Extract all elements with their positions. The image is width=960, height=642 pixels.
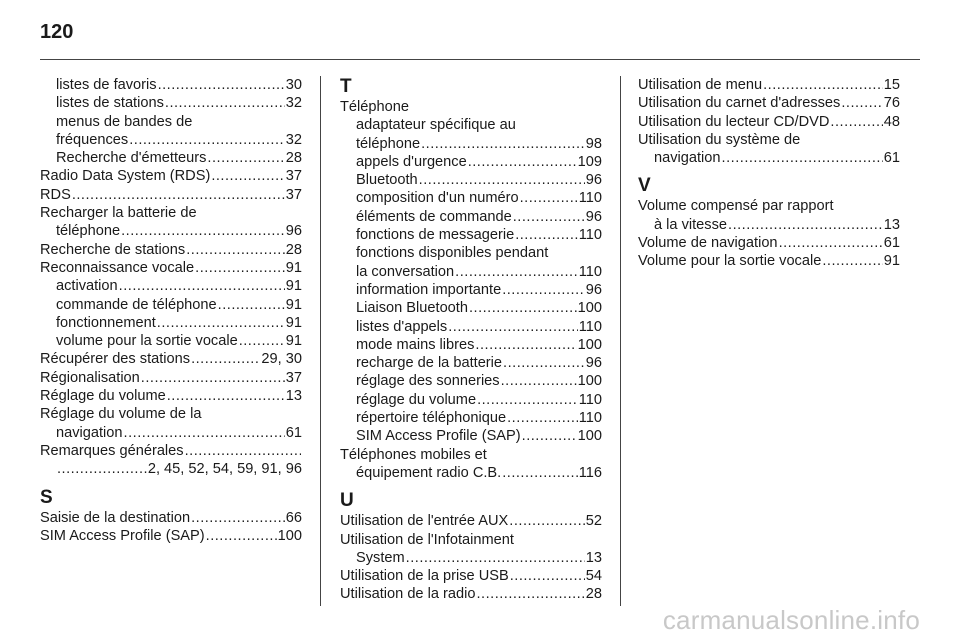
index-entry-label: Recherche de stations (40, 241, 186, 258)
index-entry (40, 314, 302, 332)
index-entry (638, 252, 900, 270)
index-entry-page: 2, 45, 52, 54, 59, 91, 96 (147, 461, 302, 478)
index-entry-page: 61 (883, 235, 900, 252)
index-entry-label: commande de téléphone (56, 296, 217, 313)
index-entry-text: Volume compensé par rapport (638, 198, 834, 215)
dot-leader (421, 135, 585, 153)
index-entry-label: Utilisation de la prise USB (340, 568, 509, 585)
dot-leader (167, 387, 285, 405)
index-entry-label: information importante (356, 281, 502, 298)
index-entry (40, 94, 302, 112)
index-entry-page: 13 (285, 388, 302, 405)
index-entry-label: volume pour la sortie vocale (56, 333, 238, 350)
dot-leader (502, 281, 585, 299)
index-entry-label: System (356, 549, 405, 566)
index-entry-page: 32 (285, 131, 302, 148)
header-rule (40, 59, 920, 60)
index-entry-page: 91 (285, 259, 302, 276)
dot-leader (509, 512, 584, 530)
dot-leader (124, 424, 285, 442)
index-entry (340, 135, 602, 153)
dot-leader (520, 189, 578, 207)
index-entry-label: Utilisation du carnet d'adresses (638, 95, 841, 112)
index-entry (638, 94, 900, 112)
index-entry (40, 509, 302, 527)
index-entry-page: 37 (285, 369, 302, 386)
index-entry (340, 567, 602, 585)
index-entry-page: 96 (585, 208, 602, 225)
index-entry (340, 512, 602, 530)
index-entry-text: Téléphones mobiles et (340, 446, 487, 463)
index-section-letter: U (340, 490, 354, 512)
index-entry-text: menus de bandes de (56, 113, 193, 130)
dot-leader (191, 350, 260, 368)
index-entry-page: 13 (883, 216, 900, 233)
index-entry-label: Radio Data System (RDS) (40, 168, 211, 185)
index-entry (340, 372, 602, 390)
column-divider (320, 76, 321, 606)
index-section-letter: T (340, 76, 352, 97)
index-entry-label: Saisie de la destination (40, 509, 191, 526)
index-entry-label: Remarques générales (40, 442, 184, 459)
index-entry-label: éléments de commande (356, 208, 512, 225)
index-entry-label: la conversation (356, 263, 455, 280)
index-entry-page: 61 (285, 424, 302, 441)
index-entry-label: téléphone (356, 135, 421, 152)
index-entry (340, 171, 602, 189)
index-entry-label: Récupérer des stations (40, 351, 191, 368)
index-entry-page: 66 (285, 509, 302, 526)
index-entry-label: Liaison Bluetooth (356, 300, 468, 317)
index-entry-page: 96 (285, 223, 302, 240)
index-entry (40, 460, 302, 478)
dot-leader (207, 149, 284, 167)
index-entry-page: 110 (578, 410, 602, 427)
index-entry-page: 61 (883, 150, 900, 167)
watermark-text: carmanualsonline.info (662, 605, 920, 635)
dot-leader (186, 241, 285, 259)
index-entry-page: 110 (578, 227, 602, 244)
dot-leader (211, 167, 284, 185)
index-entry (340, 549, 602, 567)
index-entry-label: Volume pour la sortie vocale (638, 253, 822, 270)
index-entry-label: fonctionnement (56, 314, 156, 331)
index-entry-label: réglage du volume (356, 391, 477, 408)
dot-leader (406, 549, 585, 567)
index-entry (638, 234, 900, 252)
index-entry-page: 110 (578, 318, 602, 335)
index-entry-page: 15 (883, 77, 900, 93)
index-entry-label: fonctions de messagerie (356, 227, 515, 244)
dot-leader (822, 252, 882, 270)
dot-leader (57, 460, 147, 478)
index-entry (40, 442, 302, 460)
index-entry-label: répertoire téléphonique (356, 410, 507, 427)
index-entry-text: adaptateur spécifique au (356, 117, 516, 134)
index-entry (40, 369, 302, 387)
index-entry-page: 37 (285, 168, 302, 185)
index-entry (40, 76, 302, 94)
dot-leader (119, 277, 285, 295)
dot-leader (507, 409, 578, 427)
dot-leader (195, 259, 285, 277)
index-column-3 (638, 76, 900, 271)
index-entry-label: fréquences (56, 131, 129, 148)
index-section-letter: V (638, 175, 651, 197)
dot-leader (165, 94, 285, 112)
index-column-1 (40, 76, 302, 545)
index-entry (40, 527, 302, 545)
index-entry (40, 149, 302, 167)
index-entry-label: Utilisation de l'entrée AUX (340, 513, 509, 530)
index-entry (340, 153, 602, 171)
dot-leader (522, 427, 577, 445)
index-entry-label: RDS (40, 186, 71, 203)
index-entry-page: 91 (285, 296, 302, 313)
dot-leader (763, 76, 883, 94)
index-entry-label: équipement radio C.B. (356, 464, 502, 481)
index-entry-label: téléphone (56, 223, 121, 240)
index-entry (340, 391, 602, 409)
index-entry (340, 208, 602, 226)
index-entry (340, 189, 602, 207)
index-entry-page: 96 (585, 355, 602, 372)
index-entry (638, 113, 900, 131)
dot-leader (121, 222, 285, 240)
index-entry (340, 281, 602, 299)
index-entry-page: 91 (285, 278, 302, 295)
index-entry-page: 37 (285, 186, 302, 203)
index-entry-page: 96 (585, 281, 602, 298)
index-entry-page: 29, 30 (261, 351, 302, 368)
index-entry-page: 91 (285, 314, 302, 331)
index-entry-label: Réglage du volume (40, 388, 166, 405)
index-entry-label: Utilisation de la radio (340, 586, 476, 603)
index-entry-label: appels d'urgence (356, 153, 467, 170)
index-entry (340, 427, 602, 445)
index-entry-page: 52 (585, 513, 602, 530)
index-entry (40, 424, 302, 442)
dot-leader (448, 318, 578, 336)
dot-leader (419, 171, 585, 189)
index-entry-page: 76 (883, 95, 900, 112)
dot-leader (513, 208, 585, 226)
dot-leader (129, 131, 285, 149)
index-entry-page: 48 (883, 113, 900, 130)
index-entry-page: 98 (585, 135, 602, 152)
dot-leader (515, 226, 578, 244)
index-entry-label: activation (56, 278, 118, 295)
index-entry (340, 354, 602, 372)
index-entry-page: 91 (883, 253, 900, 270)
index-entry-label: mode mains libres (356, 336, 475, 353)
index-entry (40, 332, 302, 350)
index-entry (40, 296, 302, 314)
index-entry-label: Volume de navigation (638, 235, 778, 252)
index-entry-label: listes de favoris (56, 77, 157, 93)
dot-leader (158, 76, 285, 94)
index-entry-page: 110 (578, 190, 602, 207)
dot-leader (510, 567, 585, 585)
index-entry (638, 76, 900, 94)
index-entry-label: Utilisation de menu (638, 77, 763, 93)
index-entry-label: à la vitesse (654, 216, 728, 233)
index-entry (40, 241, 302, 259)
index-entry-label: Régionalisation (40, 369, 140, 386)
index-entry-label: listes de stations (56, 95, 164, 112)
dot-leader (475, 336, 576, 354)
index-entry-label: recharge de la batterie (356, 355, 503, 372)
column-divider (620, 76, 621, 606)
index-entry (340, 585, 602, 603)
index-entry-page: 30 (285, 77, 302, 93)
index-entry-page: 100 (577, 336, 602, 353)
index-entry-label: navigation (56, 424, 123, 441)
index-entry-label: Bluetooth (356, 172, 418, 189)
index-entry-page: 100 (277, 527, 302, 544)
index-entry-label: SIM Access Profile (SAP) (40, 527, 205, 544)
index-entry-text: Utilisation du système de (638, 131, 801, 148)
index-entry (340, 336, 602, 354)
index-entry-page: 28 (285, 150, 302, 167)
index-entry-label: Utilisation du lecteur CD/DVD (638, 113, 830, 130)
dot-leader (455, 263, 578, 281)
index-entry-label: navigation (654, 150, 721, 167)
index-entry-page: 109 (577, 153, 602, 170)
dot-leader (185, 442, 301, 460)
index-entry-page: 28 (585, 586, 602, 603)
index-entry-page: 54 (585, 568, 602, 585)
index-entry-page: 96 (585, 172, 602, 189)
index-entry-label: Reconnaissance vocale (40, 259, 195, 276)
index-entry-page: 100 (577, 428, 602, 445)
index-entry-page: 32 (285, 95, 302, 112)
index-entry (40, 222, 302, 240)
dot-leader (728, 216, 883, 234)
index-entry (40, 131, 302, 149)
index-entry (40, 277, 302, 295)
index-entry (340, 409, 602, 427)
index-entry (40, 387, 302, 405)
index-entry-text: fonctions disponibles pendant (356, 245, 549, 262)
index-entry-label: listes d'appels (356, 318, 448, 335)
dot-leader (239, 332, 285, 350)
index-entry-page: 110 (578, 263, 602, 280)
index-entry-label: Recherche d'émetteurs (56, 150, 207, 167)
dot-leader (191, 509, 285, 527)
index-column-2 (340, 76, 602, 604)
index-entry (340, 299, 602, 317)
index-entry (40, 186, 302, 204)
dot-leader (468, 153, 577, 171)
dot-leader (477, 391, 578, 409)
page-number: 120 (40, 21, 74, 43)
index-entry-page: 100 (577, 300, 602, 317)
index-entry-text: Téléphone (340, 99, 409, 115)
index-entry-page: 116 (578, 464, 602, 481)
dot-leader (141, 369, 285, 387)
index-entry-label: SIM Access Profile (SAP) (356, 428, 521, 445)
index-entry-page: 110 (578, 391, 602, 408)
dot-leader (502, 464, 578, 482)
index-section-letter: S (40, 486, 53, 508)
dot-leader (72, 186, 285, 204)
index-entry-text: Réglage du volume de la (40, 406, 202, 423)
dot-leader (503, 354, 585, 372)
dot-leader (779, 234, 883, 252)
index-entry (40, 259, 302, 277)
index-entry-label: réglage des sonneries (356, 373, 500, 390)
index-entry-page: 91 (285, 333, 302, 350)
index-entry-page: 100 (577, 373, 602, 390)
dot-leader (218, 296, 285, 314)
dot-leader (830, 113, 882, 131)
dot-leader (157, 314, 285, 332)
index-entry (340, 263, 602, 281)
dot-leader (501, 372, 577, 390)
index-entry (40, 350, 302, 368)
index-entry-text: Utilisation de l'Infotainment (340, 531, 514, 548)
index-entry-page: 13 (585, 549, 602, 566)
index-entry (340, 464, 602, 482)
index-entry (40, 167, 302, 185)
dot-leader (722, 149, 883, 167)
index-entry (638, 216, 900, 234)
index-entry-text: Recharger la batterie de (40, 205, 197, 222)
index-entry (340, 226, 602, 244)
index-entry-label: composition d'un numéro (356, 190, 519, 207)
dot-leader (206, 527, 277, 545)
dot-leader (469, 299, 577, 317)
index-entry (638, 149, 900, 167)
dot-leader (476, 585, 584, 603)
dot-leader (841, 94, 882, 112)
index-entry-page: 28 (285, 241, 302, 258)
index-entry (340, 318, 602, 336)
